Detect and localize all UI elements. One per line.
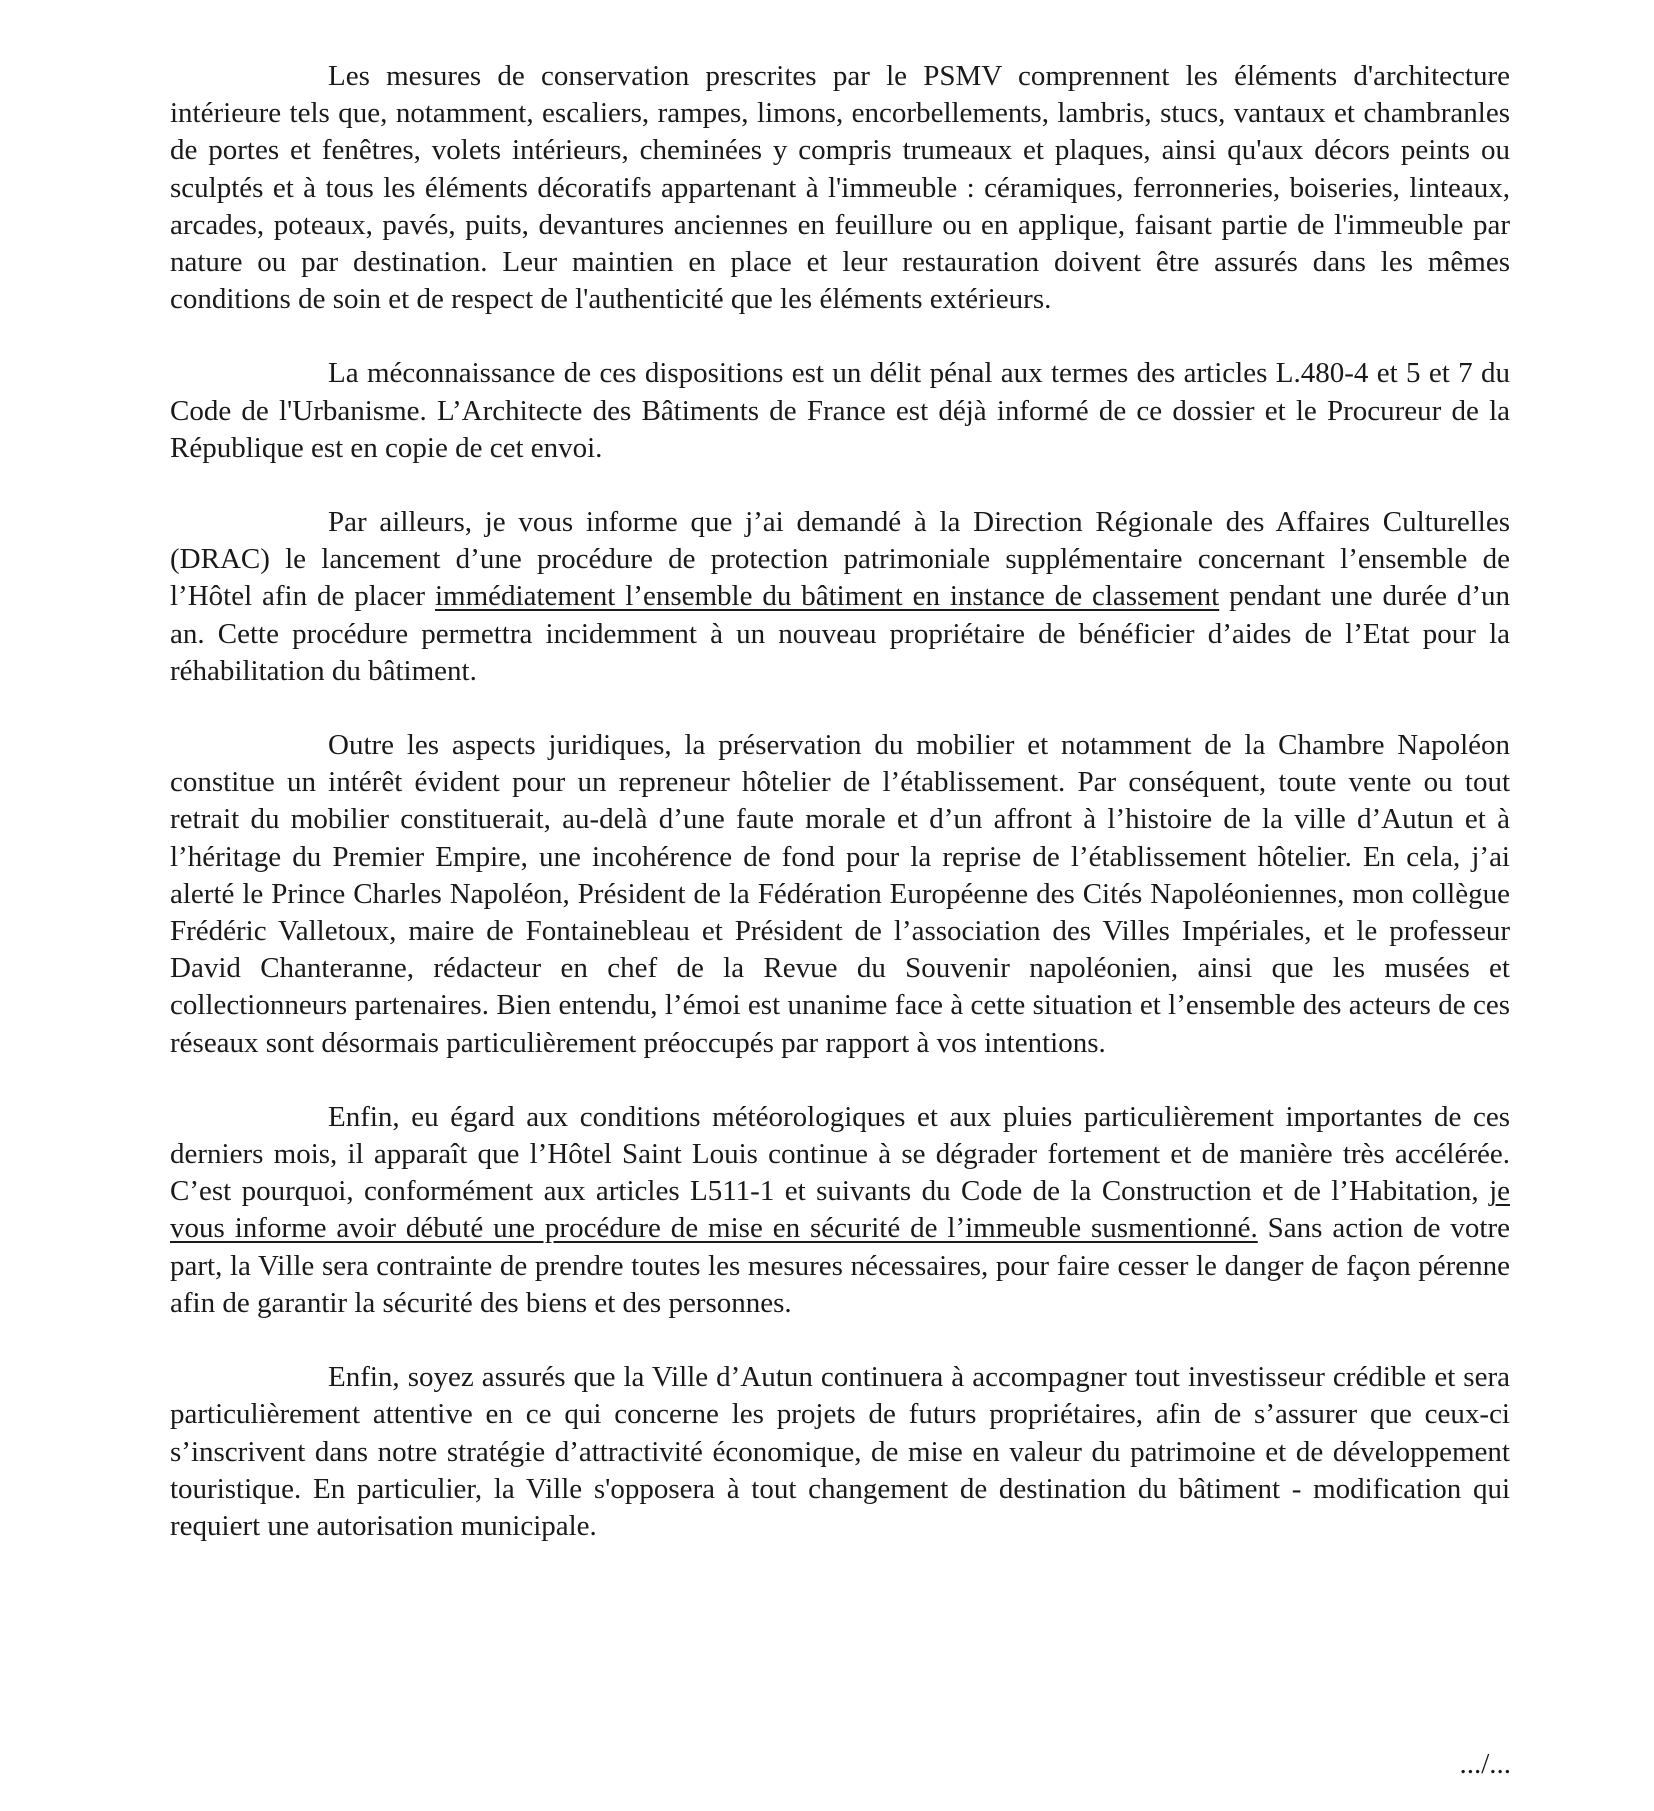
paragraph-safety-procedure — [170, 1099, 1510, 1322]
underlined-safety-procedure: je vous informe avoir débuté une procédure de mise en sécurité de l’immeuble susmentionné. — [170, 1175, 1510, 1245]
paragraph-text: La méconnaissance de ces dispositions est un délit pénal aux termes des articles L.480-4 et 5 et 7 du Code de l'Urbanisme. L’Architecte des Bâtiments de France est déjà informé de ce dossier et le Procureur de la République est en copie de cet envoi. — [170, 357, 1510, 464]
paragraph-napoleon-furniture — [170, 727, 1510, 1062]
continuation-mark: .../... — [1459, 1748, 1511, 1780]
paragraph-text: pendant une durée d’un an. Cette procédure permettra incidemment à un nouveau propriétaire de bénéficier d’aides de l’Etat pour la réhabilitation du bâtiment. — [170, 580, 1510, 687]
paragraph-text: Sans action de votre part, la Ville sera contrainte de prendre toutes les mesures nécessaires, pour faire cesser le danger de façon pérenne afin de garantir la sécurité des biens et des personnes. — [170, 1212, 1510, 1319]
paragraph-investor-support — [170, 1359, 1510, 1545]
paragraph-text: Les mesures de conservation prescrites par le PSMV comprennent les éléments d'architecture intérieure tels que, notamment, escaliers, rampes, limons, encorbellements, lambris, stucs, vantaux et chambranles de portes et fenêtres, volets intérieurs, cheminées y compris trumeaux et plaques, ainsi qu'aux décors peints ou sculptés et à tous les éléments décoratifs appartenant à l'immeuble : céramiques, ferronneries, boiseries, linteaux, arcades, poteaux, pavés, puits, devantures anciennes en feuillure ou en applique, faisant partie de l'immeuble par nature ou par destination. Leur maintien en place et leur restauration doivent être assurés dans les mêmes conditions de soin et de respect de l'authenticité que les éléments extérieurs. — [170, 60, 1510, 316]
paragraph-text: Par ailleurs, je vous informe que j’ai demandé à la Direction Régionale des Affaires Culturelles (DRAC) le lancement d’une procédure de protection patrimoniale supplémentaire concernant l’ensemble de l’Hôtel afin de placer — [170, 506, 1510, 613]
paragraph-text: Outre les aspects juridiques, la préservation du mobilier et notamment de la Chambre Napoléon constitue un intérêt évident pour un repreneur hôtelier de l’établissement. Par conséquent, toute vente ou tout retrait du mobilier constituerait, au-delà d’une faute morale et d’un affront à l’histoire de la ville d’Autun et à l’héritage du Premier Empire, une incohérence de fond pour la reprise de l’établissement hôtelier. En cela, j’ai alerté le Prince Charles Napoléon, Président de la Fédération Européenne des Cités Napoléoniennes, mon collègue Frédéric Valletoux, maire de Fontainebleau et Président de l’association des Villes Impériales, et le professeur David Chanteranne, rédacteur en chef de la Revue du Souvenir napoléonien, ainsi que les musées et collectionneurs partenaires. Bien entendu, l’émoi est unanime face à cette situation et l’ensemble des acteurs de ces réseaux sont désormais particulièrement préoccupés par rapport à vos intentions. — [170, 729, 1510, 1059]
paragraph-text: Enfin, soyez assurés que la Ville d’Autun continuera à accompagner tout investisseur crédible et sera particulièrement attentive en ce qui concerne les projets de futurs propriétaires, afin de s’assurer que ceux-ci s’inscrivent dans notre stratégie d’attractivité économique, de mise en valeur du patrimoine et de développement touristique. En particulier, la Ville s'opposera à tout changement de destination du bâtiment - modification qui requiert une autorisation municipale. — [170, 1361, 1510, 1542]
paragraph-drac-protection — [170, 504, 1510, 690]
paragraph-text: Enfin, eu égard aux conditions météorologiques et aux pluies particulièrement importantes de ces derniers mois, il apparaît que l’Hôtel Saint Louis continue à se dégrader fortement et de manière très accélérée. C’est pourquoi, conformément aux articles L511-1 et suivants du Code de la Construction et de l’Habitation, — [170, 1100, 1510, 1208]
paragraph-legal-offense — [170, 355, 1510, 467]
letter-body — [170, 58, 1510, 1545]
underlined-classification-request: immédiatement l’ensemble du bâtiment en instance de classement — [434, 580, 1220, 613]
paragraph-conservation-measures — [170, 58, 1510, 318]
